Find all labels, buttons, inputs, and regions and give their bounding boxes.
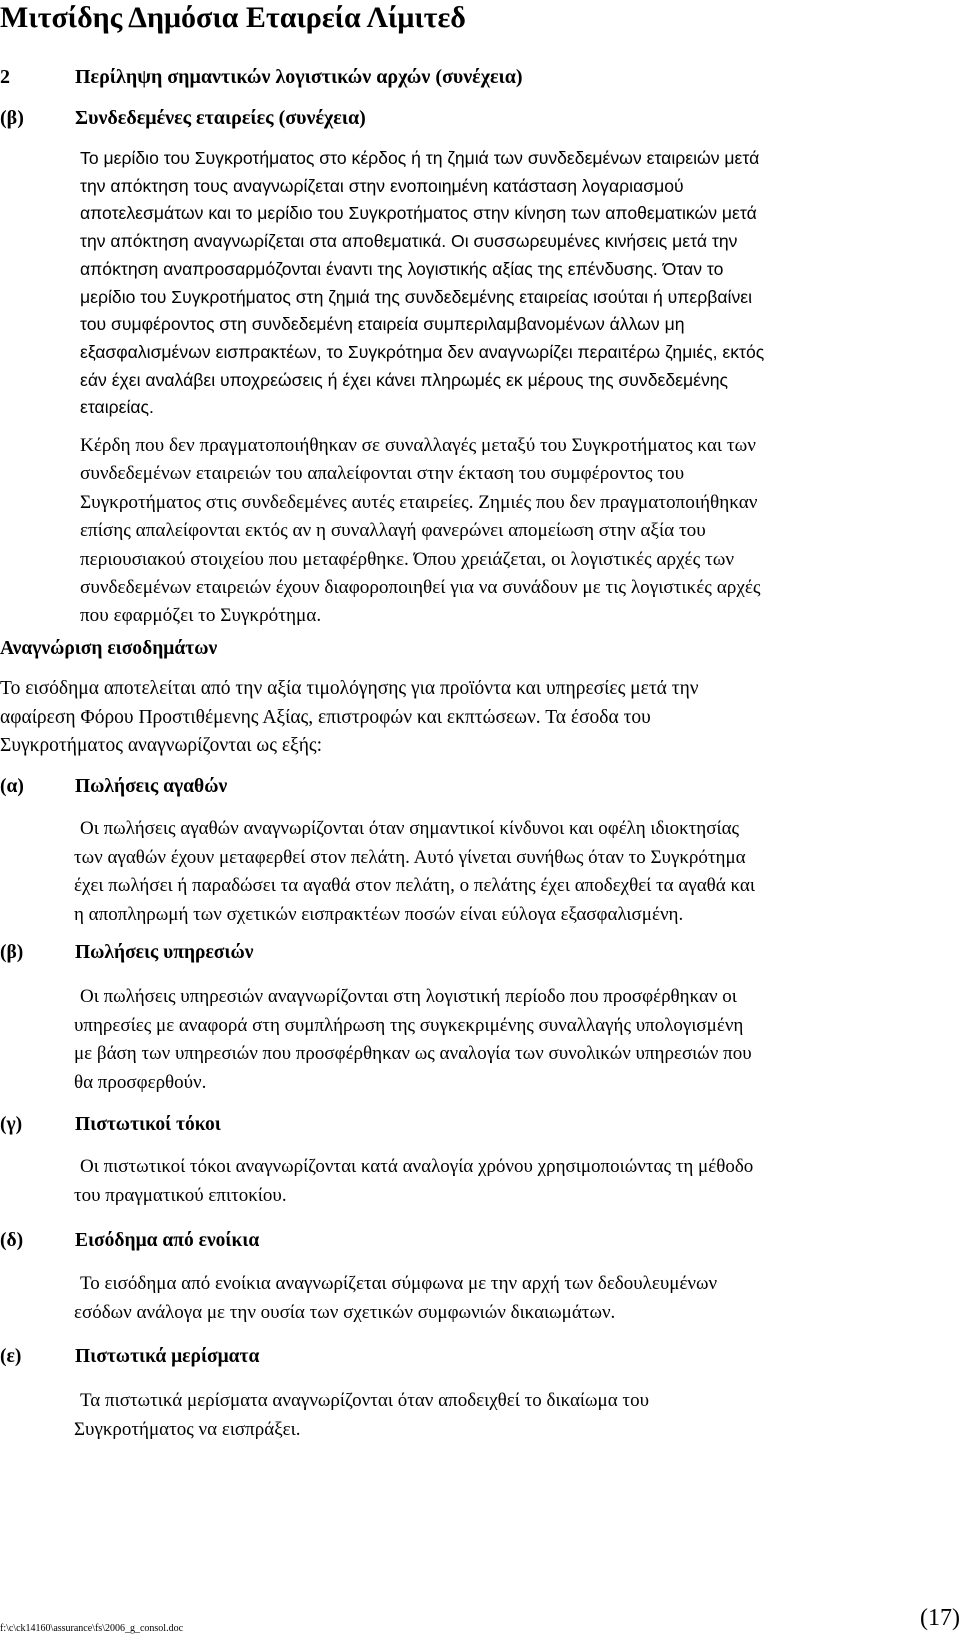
text-line: επίσης απαλείφονται εκτός αν η συναλλαγή φανερώνει απομείωση στην αξία του	[80, 520, 706, 542]
item-title-rental-income: Εισόδημα από ενοίκια	[75, 1230, 260, 1251]
text-line: αφαίρεση Φόρου Προστιθέμενης Αξίας, επιστροφών και εκπτώσεων. Τα έσοδα του	[0, 706, 651, 728]
company-title: Μιτσίδης Δημόσια Εταιρεία Λίμιτεδ	[0, 1, 466, 34]
revenue-heading: Αναγνώριση εισοδημάτων	[0, 638, 218, 659]
text-line: η αποπληρωμή των σχετικών εισπρακτέων ποσών είναι εύλογα εξασφαλισμένη.	[74, 904, 684, 926]
item-title-sales-of-goods: Πωλήσεις αγαθών	[75, 776, 228, 797]
section-title: Περίληψη σημαντικών λογιστικών αρχών (συνέχεια)	[75, 66, 523, 88]
subsection-title: Συνδεδεμένες εταιρείες (συνέχεια)	[75, 107, 366, 129]
text-line: του συμφέροντος στη συνδεδεμένη εταιρεία συμπεριλαμβανομένων άλλων μη	[80, 314, 685, 335]
item-label: (ε)	[0, 1346, 22, 1367]
text-line: που εφαρμόζει το Συγκρότημα.	[80, 605, 322, 627]
text-line: Οι πωλήσεις υπηρεσιών αναγνωρίζονται στη λογιστική περίοδο που προσφέρθηκαν οι	[80, 986, 737, 1007]
text-line: την απόκτηση τους αναγνωρίζεται στην ενοποιημένη κατάσταση λογαριασμού	[80, 175, 684, 196]
text-line: έχει πωλήσει ή παραδώσει τα αγαθά στον πελάτη, ο πελάτης έχει αποδεχθεί τα αγαθά και	[74, 875, 755, 897]
text-line: εσόδων ανάλογα με την ουσία των σχετικών συμφωνιών δικαιωμάτων.	[74, 1301, 616, 1323]
text-line: εάν έχει αναλάβει υποχρεώσεις ή έχει κάνει πληρωμές εκ μέρους της συνδεδεμένης	[80, 369, 729, 390]
text-line: των αγαθών έχουν μεταφερθεί στον πελάτη. Αυτό γίνεται συνήθως όταν το Συγκρότημα	[74, 846, 746, 868]
item-title-sales-of-services: Πωλήσεις υπηρεσιών	[75, 942, 254, 963]
text-line: θα προσφερθούν.	[74, 1072, 207, 1094]
revenue-intro	[0, 675, 960, 761]
text-line: Συγκροτήματος να εισπράξει.	[74, 1418, 301, 1440]
text-line: Το εισόδημα αποτελείται από την αξία τιμολόγησης για προϊόντα και υπηρεσίες μετά την	[0, 678, 699, 699]
text-line: Το μερίδιο του Συγκροτήματος στο κέρδος ή τη ζημιά των συνδεδεμένων εταιρειών μετά	[80, 148, 760, 168]
text-line: απόκτηση αναπροσαρμόζονται έναντι της λογιστικής αξίας της επένδυσης. Όταν το	[80, 258, 724, 279]
associates-paragraph-2	[80, 432, 960, 631]
text-line: συνδεδεμένων εταιρειών του απαλείφονται στην έκταση του συμφέροντος του	[80, 463, 685, 485]
text-line: Οι πωλήσεις αγαθών αναγνωρίζονται όταν σημαντικοί κίνδυνοι και οφέλη ιδιοκτησίας	[80, 818, 740, 839]
text-line: συνδεδεμένων εταιρειών έχουν διαφοροποιηθεί για να συνάδουν με τις λογιστικές αρχές	[80, 577, 761, 599]
text-line: μερίδιο του Συγκροτήματος στη ζημιά της συνδεδεμένης εταιρείας ισούται ή υπερβαίνει	[80, 286, 752, 307]
item-title-dividend-income: Πιστωτικά μερίσματα	[75, 1346, 260, 1367]
text-line: με βάση των υπηρεσιών που προσφέρθηκαν ως αναλογία των συνολικών υπηρεσιών που	[74, 1043, 752, 1065]
document-path: f:\c\ck14160\assurance\fs\2006_g_consol.doc	[0, 1623, 184, 1634]
item-text-interest-income	[74, 1153, 960, 1210]
section-number: 2	[0, 66, 10, 88]
item-label: (γ)	[0, 1114, 23, 1135]
item-text-sales-of-goods	[74, 815, 960, 930]
item-text-dividend-income	[74, 1387, 960, 1444]
text-line: Κέρδη που δεν πραγματοποιήθηκαν σε συναλλαγές μεταξύ του Συγκροτήματος και των	[80, 435, 756, 456]
associates-paragraph-1	[80, 145, 960, 422]
text-line: Τα πιστωτικά μερίσματα αναγνωρίζονται όταν αποδειχθεί το δικαίωμα του	[80, 1390, 649, 1411]
item-label: (β)	[0, 942, 24, 963]
text-line: Το εισόδημα από ενοίκια αναγνωρίζεται σύμφωνα με την αρχή των δεδουλευμένων	[80, 1273, 718, 1294]
text-line: εξασφαλισμένων εισπρακτέων, το Συγκρότημα δεν αναγνωρίζει περαιτέρω ζημιές, εκτός	[80, 341, 765, 362]
item-label: (δ)	[0, 1230, 24, 1251]
text-line: αποτελεσμάτων και το μερίδιο του Συγκροτήματος στην κίνηση των αποθεματικών μετά	[80, 203, 757, 224]
item-label: (α)	[0, 776, 24, 797]
item-text-sales-of-services	[74, 983, 960, 1098]
text-line: περιουσιακού στοιχείου που μεταφέρθηκε. Όπου χρειάζεται, οι λογιστικές αρχές των	[80, 548, 735, 570]
text-line: εταιρείας.	[80, 397, 154, 418]
subsection-label: (β)	[0, 107, 24, 129]
page-number: (17)	[920, 1605, 960, 1631]
text-line: Συγκροτήματος αναγνωρίζονται ως εξής:	[0, 735, 323, 757]
text-line: του πραγματικού επιτοκίου.	[74, 1184, 287, 1206]
item-title-interest-income: Πιστωτικοί τόκοι	[75, 1114, 221, 1135]
text-line: Συγκροτήματος στις συνδεδεμένες αυτές εταιρείες. Ζημιές που δεν πραγματοποιήθηκαν	[80, 491, 758, 513]
text-line: την απόκτηση αναγνωρίζεται στα αποθεματικά. Οι συσσωρευμένες κινήσεις μετά την	[80, 231, 738, 252]
text-line: υπηρεσίες με αναφορά στη συμπλήρωση της συγκεκριμένης συναλλαγής υπολογισμένη	[74, 1014, 744, 1036]
item-text-rental-income	[74, 1270, 960, 1327]
text-line: Οι πιστωτικοί τόκοι αναγνωρίζονται κατά αναλογία χρόνου χρησιμοποιώντας τη μέθοδο	[80, 1156, 754, 1177]
